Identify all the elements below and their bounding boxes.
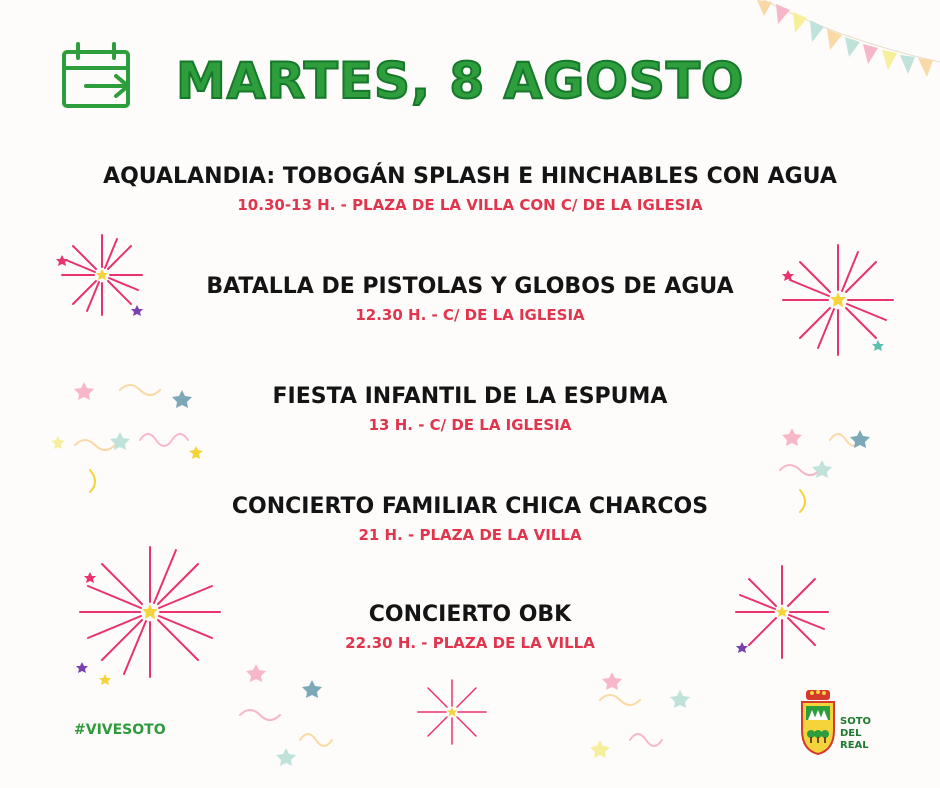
confetti-bottom-left [240,664,332,766]
event-title: BATALLA DE PISTOLAS Y GLOBOS DE AGUA [206,274,734,299]
event-item [0,598,940,654]
bunting-flags [757,0,940,77]
event-detail: 22.30 H. - PLAZA DE LA VILLA [345,634,595,652]
event-item [0,160,940,216]
event-title: AQUALANDIA: TOBOGÁN SPLASH E HINCHABLES CON AGUA [103,164,837,189]
soto-del-real-shield-logo [802,690,834,754]
firework-bottom-center [418,680,486,744]
event-item [0,380,940,436]
hashtag-symbol: # [74,722,86,738]
logo-line-1: SOTO [840,716,872,727]
event-item [0,490,940,546]
event-item [0,270,940,326]
calendar-arrow-icon [64,44,128,106]
logo-line-3: REAL [840,740,869,751]
hashtag [74,722,166,738]
event-title: CONCIERTO OBK [368,602,572,627]
logo-text [840,716,871,752]
event-detail: 12.30 H. - C/ DE LA IGLESIA [355,306,585,324]
confetti-bottom-right [590,672,690,758]
event-title: CONCIERTO FAMILIAR CHICA CHARCOS [231,494,709,519]
logo-line-2: DEL [840,728,862,739]
page-title: MARTES, 8 AGOSTO [176,52,745,110]
event-detail: 21 H. - PLAZA DE LA VILLA [358,526,582,544]
event-title: FIESTA INFANTIL DE LA ESPUMA [272,384,668,409]
event-detail: 10.30-13 H. - PLAZA DE LA VILLA CON C/ DE LA IGLESIA [237,196,703,214]
hashtag-text: VIVESOTO [85,722,166,738]
event-detail: 13 H. - C/ DE LA IGLESIA [368,416,572,434]
